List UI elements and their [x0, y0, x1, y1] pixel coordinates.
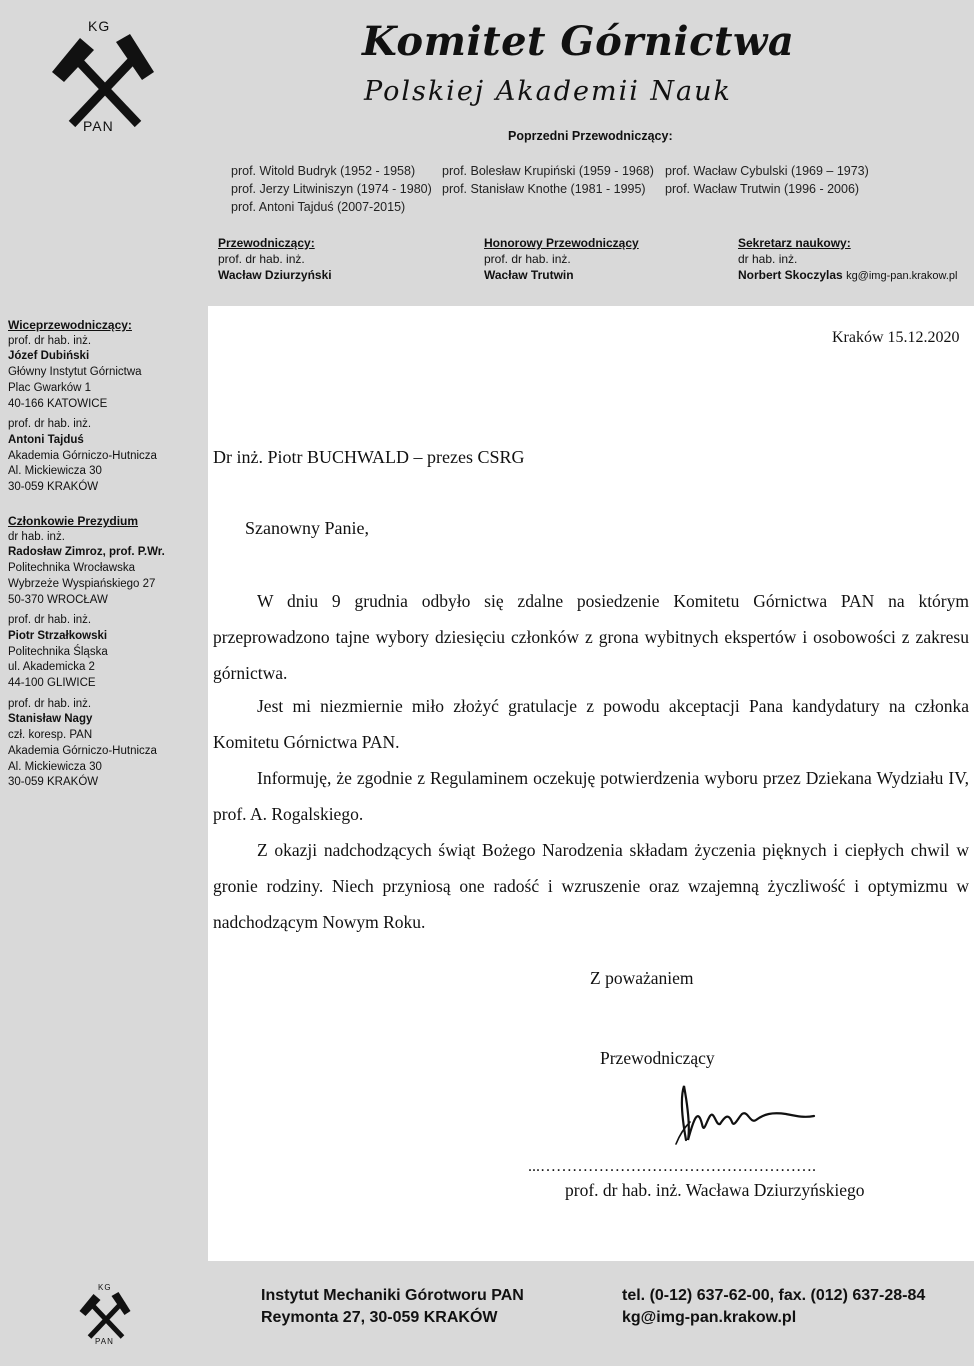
member-city: 30-059 KRAKÓW	[8, 481, 99, 494]
vice-chairs-section	[8, 318, 157, 496]
signature-line: ...…………………………………………….	[528, 1158, 816, 1175]
honorary-chairman-block	[484, 235, 639, 283]
footer-contact	[622, 1285, 925, 1329]
letter-date: Kraków 15.12.2020	[832, 329, 960, 346]
member-title: prof. dr hab. inż.	[8, 334, 92, 347]
letter-salutation: Szanowny Panie,	[245, 518, 369, 538]
letter-paragraph: Jest mi niezmiernie miło złożyć gratulacje z powodu akceptacji Pana kandydatury na członka Komitetu Górnictwa PAN.	[213, 696, 969, 752]
member-city: 40-166 KATOWICE	[8, 397, 108, 410]
institute-email[interactable]: kg@img-pan.krakow.pl	[622, 1309, 797, 1326]
member-affiliation: czł. koresp. PAN	[8, 729, 93, 742]
member-title: dr hab. inż.	[8, 530, 65, 543]
previous-chair: prof. Jerzy Litwiniszyn (1974 - 1980)	[231, 182, 432, 196]
logo-pan-text: PAN	[83, 118, 114, 134]
footer	[0, 1261, 974, 1366]
crossed-hammers-icon	[78, 1291, 134, 1341]
officer-name: Wacław Trutwin	[484, 268, 574, 282]
officer-heading: Sekretarz naukowy:	[738, 236, 851, 250]
committee-title: Komitet Górnictwa	[362, 18, 795, 65]
footer-institute	[261, 1285, 524, 1329]
hammer-pick-logo	[50, 18, 160, 136]
officer-heading: Honorowy Przewodniczący	[484, 236, 639, 250]
letter-paragraph: Informuję, że zgodnie z Regulaminem oczekuję potwierdzenia wyboru przez Dziekana Wydziału IV, prof. A. Rogalskiego.	[213, 768, 969, 824]
member-affiliation: Główny Instytut Górnictwa	[8, 366, 142, 379]
officer-title: prof. dr hab. inż.	[218, 252, 305, 266]
logo-pan-text: PAN	[95, 1337, 114, 1346]
member-title: prof. dr hab. inż.	[8, 418, 92, 431]
previous-chair: prof. Antoni Tajduś (2007-2015)	[231, 200, 406, 214]
previous-chair: prof. Wacław Trutwin (1996 - 2006)	[665, 182, 860, 196]
letter-paragraph: W dniu 9 grudnia odbyło się zdalne posiedzenie Komitetu Górnictwa PAN na którym przeprowadzono tajne wybory dziesięciu członków z grona wybitnych ekspertów i osobowości z zakresu górnictwa.	[213, 591, 969, 683]
signer-name: prof. dr hab. inż. Wacława Dziurzyńskiego	[565, 1180, 865, 1200]
previous-chair: prof. Bolesław Krupiński (1959 - 1968)	[442, 164, 654, 178]
chairman-block	[218, 235, 332, 283]
member-address: Plac Gwarków 1	[8, 381, 92, 394]
crossed-hammers-icon	[50, 32, 160, 132]
member-affiliation: Politechnika Śląska	[8, 645, 108, 658]
handwritten-signature	[668, 1078, 818, 1148]
member-address: Al. Mickiewicza 30	[8, 760, 102, 773]
officer-title: prof. dr hab. inż.	[484, 252, 571, 266]
secretary-email[interactable]: kg@img-pan.krakow.pl	[846, 270, 958, 282]
member-name: Radosław Zimroz, prof. P.Wr.	[8, 546, 165, 559]
member-affiliation: Politechnika Wrocławska	[8, 562, 135, 575]
presidium-section	[8, 514, 165, 791]
signer-role: Przewodniczący	[600, 1048, 715, 1068]
member-affiliation: Akademia Górniczo-Hutnicza	[8, 744, 157, 757]
logo-kg-text: KG	[88, 18, 111, 34]
previous-chair: prof. Wacław Cybulski (1969 – 1973)	[665, 164, 869, 178]
officer-name: Wacław Dziurzyński	[218, 268, 332, 282]
previous-chairs-heading: Poprzedni Przewodniczący:	[508, 129, 673, 143]
logo-kg-text: KG	[98, 1283, 112, 1292]
officer-name: Norbert Skoczylas	[738, 268, 843, 282]
member-address: Wybrzeże Wyspiańskiego 27	[8, 577, 156, 590]
letterhead	[0, 0, 974, 306]
vice-chairs-heading: Wiceprzewodniczący:	[8, 318, 132, 332]
member-affiliation: Akademia Górniczo-Hutnicza	[8, 449, 157, 462]
officer-title: dr hab. inż.	[738, 252, 798, 266]
secretary-block	[738, 235, 958, 284]
institute-name: Instytut Mechaniki Górotworu PAN	[261, 1287, 524, 1304]
previous-chair: prof. Stanisław Knothe (1981 - 1995)	[442, 182, 646, 196]
officer-heading: Przewodniczący:	[218, 236, 315, 250]
member-name: Piotr Strzałkowski	[8, 629, 108, 642]
member-title: prof. dr hab. inż.	[8, 614, 92, 627]
committee-subtitle: Polskiej Akademii Nauk	[364, 76, 732, 107]
member-city: 30-059 KRAKÓW	[8, 776, 99, 789]
letter-closing: Z poważaniem	[590, 968, 694, 988]
letter-recipient: Dr inż. Piotr BUCHWALD – prezes CSRG	[213, 447, 525, 467]
institute-address: Reymonta 27, 30-059 KRAKÓW	[261, 1309, 498, 1326]
member-address: Al. Mickiewicza 30	[8, 465, 102, 478]
member-name: Stanisław Nagy	[8, 713, 93, 726]
presidium-heading: Członkowie Prezydium	[8, 514, 139, 528]
footer-logo	[78, 1283, 134, 1345]
institute-phone: tel. (0-12) 637-62-00, fax. (012) 637-28-84	[622, 1287, 926, 1304]
letter-paragraph: Z okazji nadchodzących świąt Bożego Narodzenia składam życzenia pięknych i ciepłych chwil w gronie rodziny. Niech przyniosą one radość i wzruszenie oraz wzajemną życzliwość i optymizmu w nadchodzącym Nowym Roku.	[213, 840, 969, 932]
previous-chair: prof. Witold Budryk (1952 - 1958)	[231, 164, 416, 178]
member-name: Józef Dubiński	[8, 350, 90, 363]
member-name: Antoni Tajduś	[8, 433, 84, 446]
member-title: prof. dr hab. inż.	[8, 697, 92, 710]
member-address: ul. Akademicka 2	[8, 661, 95, 674]
member-city: 44-100 GLIWICE	[8, 677, 96, 690]
member-city: 50-370 WROCŁAW	[8, 593, 108, 606]
